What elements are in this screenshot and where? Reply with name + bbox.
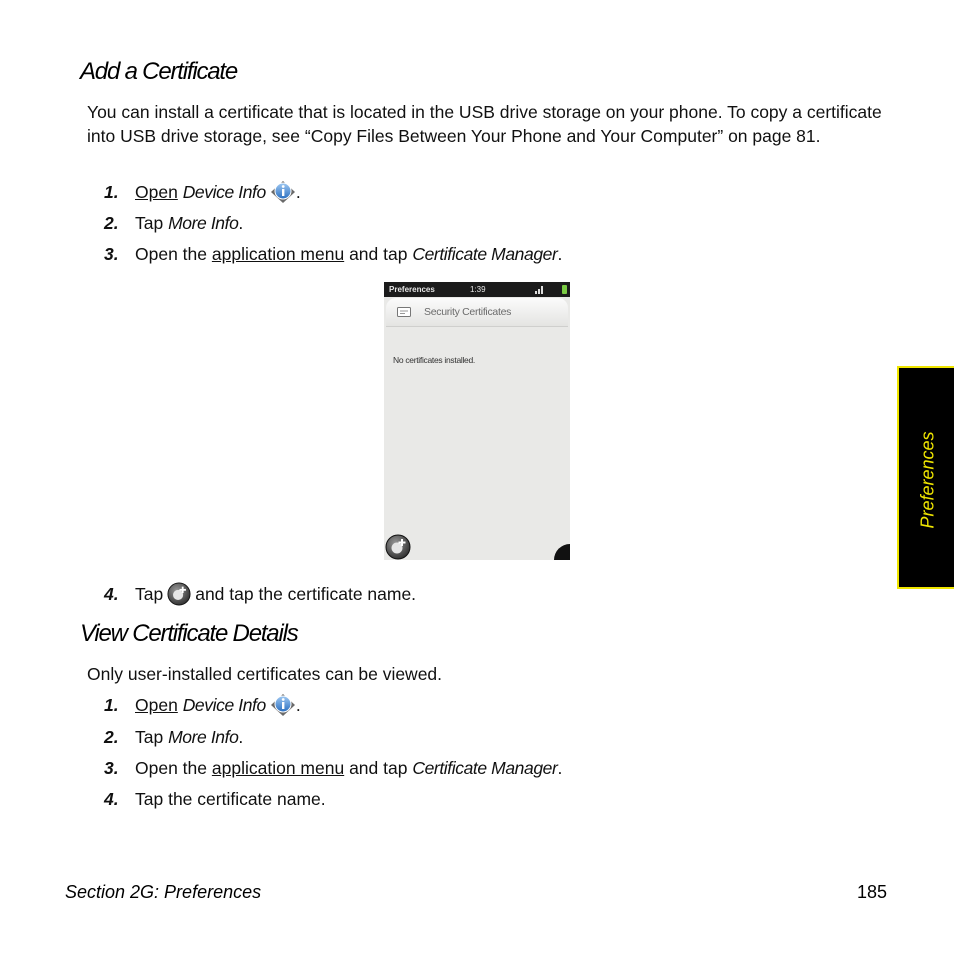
step-text <box>135 211 243 235</box>
certificate-icon <box>397 307 411 317</box>
step-number: 1. <box>104 695 119 715</box>
status-bar <box>384 282 570 297</box>
empty-message: No certificates installed. <box>393 355 475 365</box>
period: . <box>295 695 301 715</box>
period: . <box>238 213 244 233</box>
period: . <box>557 758 563 778</box>
info-diamond-icon <box>270 693 296 717</box>
step-number: 2. <box>104 727 119 747</box>
phone-corner <box>554 544 570 560</box>
phone-screenshot <box>384 282 570 560</box>
step-2 <box>0 211 860 235</box>
phone-header-title: Security Certificates <box>424 306 512 318</box>
step-number: 2. <box>104 213 119 233</box>
battery-icon <box>562 285 567 294</box>
period: . <box>238 727 244 747</box>
heading-add-certificate: Add a Certificate <box>80 58 238 85</box>
application-menu-link[interactable]: application menu <box>211 758 345 778</box>
step-3 <box>0 756 860 780</box>
status-app-label: Preferences <box>389 285 435 294</box>
step-1 <box>0 693 860 717</box>
open-the-text: Open the <box>135 758 207 778</box>
heading-view-certificate-details: View Certificate Details <box>80 620 298 647</box>
more-info-label: More Info <box>168 727 239 747</box>
open-link[interactable]: Open <box>135 695 178 715</box>
phone-header <box>386 298 568 327</box>
tap-text: Tap <box>135 727 164 747</box>
add-button-icon[interactable] <box>385 534 411 560</box>
device-info-label: Device Info <box>182 695 266 715</box>
step-1 <box>0 180 860 204</box>
step-number: 3. <box>104 758 119 778</box>
certificate-manager-label: Certificate Manager <box>412 758 558 778</box>
step-number: 3. <box>104 244 119 264</box>
and-tap-text: and tap <box>349 758 408 778</box>
step-3 <box>0 242 860 266</box>
tap-text: Tap <box>135 213 164 233</box>
step-4 <box>0 582 860 606</box>
period: . <box>295 182 301 202</box>
device-info-label: Device Info <box>182 182 266 202</box>
step-text <box>135 242 562 266</box>
side-tab-label: Preferences <box>917 431 938 529</box>
tap-text: Tap <box>135 584 164 604</box>
signal-icon <box>535 285 544 294</box>
step-number: 4. <box>104 584 119 604</box>
step-text <box>135 725 243 749</box>
period: . <box>557 244 563 264</box>
step-4 <box>0 787 860 811</box>
step-text <box>135 693 301 717</box>
tap-certificate-name-text: and tap the certificate name. <box>195 584 417 604</box>
footer-page-number: 185 <box>857 882 888 902</box>
step-text <box>135 582 416 606</box>
intro-view-certificate-details: Only user-installed certificates can be viewed. <box>87 664 443 684</box>
footer-section-title: Section 2G: Preferences <box>65 882 262 902</box>
open-link[interactable]: Open <box>135 182 178 202</box>
side-tab-preferences <box>897 366 954 589</box>
info-diamond-icon <box>270 180 296 204</box>
application-menu-link[interactable]: application menu <box>211 244 345 264</box>
step-text <box>135 180 301 204</box>
step-2 <box>0 725 860 749</box>
and-tap-text: and tap <box>349 244 408 264</box>
step-text <box>135 756 562 780</box>
intro-add-certificate: You can install a certificate that is located in the USB drive storage on your phone. To copy a certificate into USB drive storage, see “Copy Files Between Your Phone and Your Computer” on page 81. <box>87 102 882 146</box>
open-the-text: Open the <box>135 244 207 264</box>
status-time: 1:39 <box>470 285 486 294</box>
step-text: Tap the certificate name. <box>135 789 326 809</box>
step-number: 1. <box>104 182 119 202</box>
add-button-icon <box>167 582 191 606</box>
more-info-label: More Info <box>168 213 239 233</box>
step-number: 4. <box>104 789 119 809</box>
certificate-manager-label: Certificate Manager <box>412 244 558 264</box>
